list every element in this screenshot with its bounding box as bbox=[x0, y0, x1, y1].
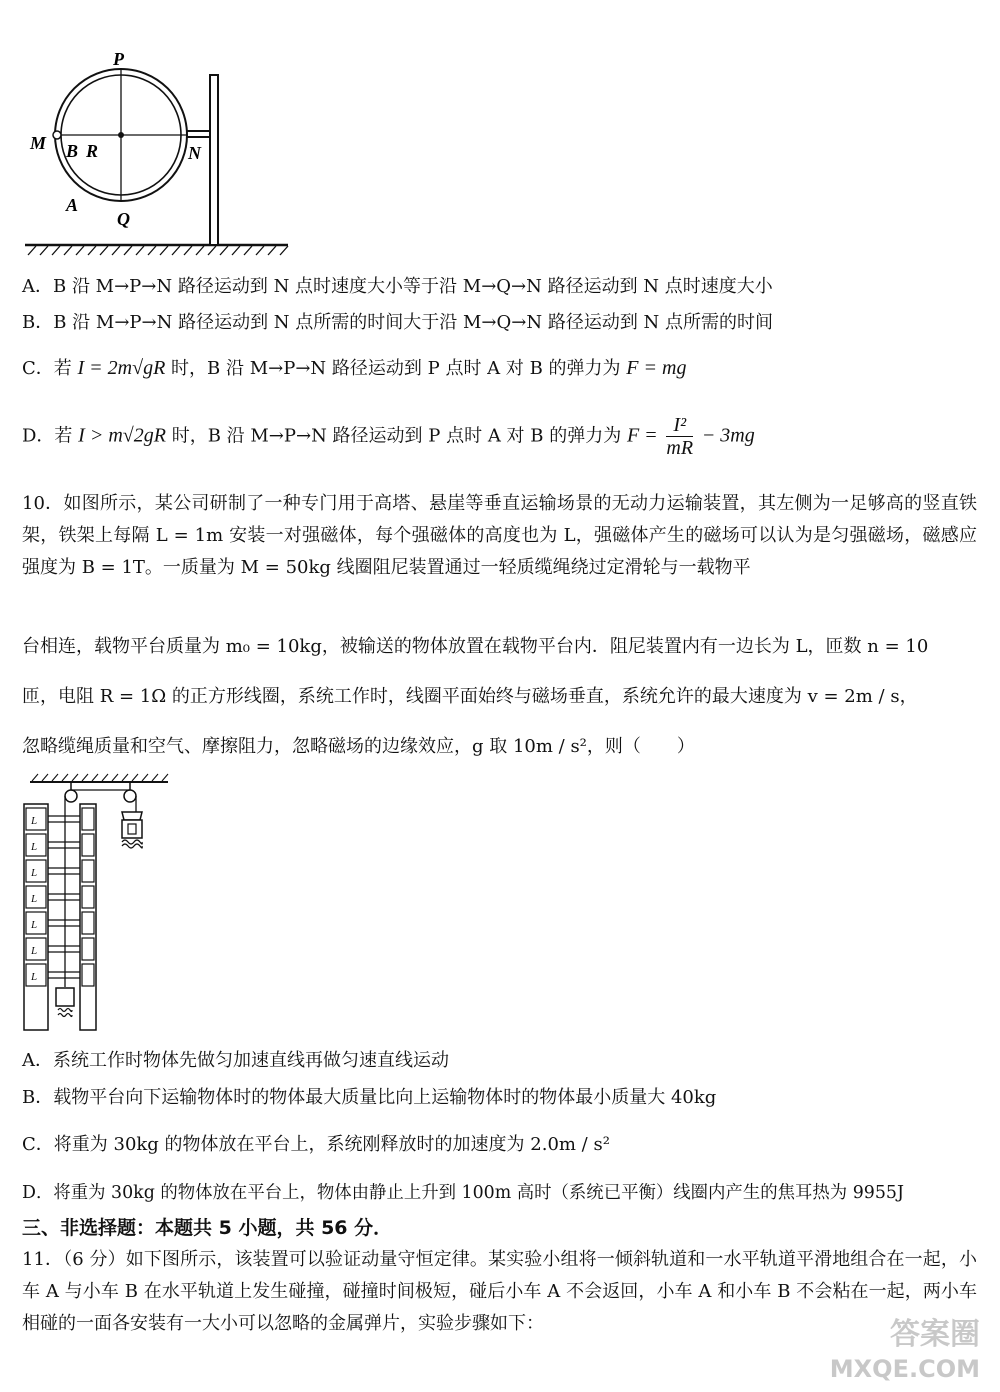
label-m: M bbox=[30, 133, 47, 153]
q10-stem-2: 台相连，载物平台质量为 m₀ = 10kg，被输送的物体放置在载物平台内．阻尼装置内有一边长为 L，匝数 n = 10 bbox=[22, 636, 929, 657]
q10-option-d: D．将重为 30kg 的物体放在平台上，物体由静止上升到 100m 高时（系统已平衡）线圈内产生的焦耳热为 9955J bbox=[22, 1183, 904, 1203]
rack-label: L bbox=[31, 841, 38, 853]
q9-option-d: D．若 I > m√2gR 时，B 沿 M→P→N 路径运动到 P 点时 A 对 B 的弹力为 F = $\frac{\text{I²}}{mR}$ − 3mg bbox=[22, 414, 755, 459]
q9-c-result: F = mg bbox=[626, 357, 687, 379]
q10-option-a: A．系统工作时物体先做匀加速直线再做匀速直线运动 bbox=[22, 1050, 449, 1071]
label-p: P bbox=[113, 49, 124, 69]
q10-option-b: B．载物平台向下运输物体时的物体最大质量比向上运输物体时的物体最小质量大 40kg bbox=[22, 1087, 717, 1108]
q9-d-fraction: $\frac{\text{I²}}{mR}$ bbox=[666, 414, 694, 459]
watermark-logo: 答案圈 MXQE.COM bbox=[829, 1317, 980, 1383]
label-r: R bbox=[86, 141, 99, 161]
q10-option-c: C．将重为 30kg 的物体放在平台上，系统刚释放时的加速度为 2.0m / s² bbox=[22, 1134, 610, 1155]
rack-label: L bbox=[31, 971, 38, 983]
section-heading: 三、非选择题：本题共 5 小题，共 56 分． bbox=[22, 1217, 393, 1239]
rack-label: L bbox=[31, 893, 38, 905]
label-q: Q bbox=[117, 209, 130, 229]
q10-stem-1: 10．如图所示，某公司研制了一种专门用于高塔、悬崖等垂直运输场景的无动力运输装置，其左侧为一足够高的竖直铁架，铁架上每隔 L = 1m 安装一对强磁体，每个强磁体的高度也为 L，强磁体产生的磁场可以认为是匀强磁场，磁感应强度为 B = 1T。一质量为 M = 50kg 线圈阻尼装置通过一轻质缆绳绕过定滑轮与一载物平 bbox=[22, 493, 977, 578]
rack-label: L bbox=[31, 945, 38, 957]
rack-label: L bbox=[31, 919, 38, 931]
label-b: B bbox=[66, 141, 79, 161]
rack-label: L bbox=[31, 815, 38, 827]
label-a: A bbox=[66, 195, 79, 215]
transport-device-figure bbox=[18, 772, 178, 1034]
q9-option-a: A．B 沿 M→P→N 路径运动到 N 点时速度大小等于沿 M→Q→N 路径运动到 N 点时速度大小 bbox=[22, 276, 773, 297]
q9-d-condition: I > m√2gR bbox=[78, 424, 166, 447]
q11-stem: 11．（6 分）如下图所示，该装置可以验证动量守恒定律。某实验小组将一倾斜轨道和一水平轨道平滑地组合在一起，小车 A 与小车 B 在水平轨道上发生碰撞，碰撞时间极短，碰后小车 A 不会返回，小车 A 和小车 B 不会粘在一起，两小车相碰的一面各安装有一大小可以忽略的金属弹片，实验步骤如下： bbox=[22, 1249, 977, 1334]
q9-option-b: B．B 沿 M→P→N 路径运动到 N 点所需的时间大于沿 M→Q→N 路径运动到 N 点所需的时间 bbox=[22, 312, 774, 333]
circle-track-figure bbox=[20, 45, 300, 260]
q9-option-c: C．若 I = 2m√gR 时，B 沿 M→P→N 路径运动到 P 点时 A 对 B 的弹力为 F = mg bbox=[22, 357, 687, 379]
q10-stem-3: 匝，电阻 R = 1Ω 的正方形线圈，系统工作时，线圈平面始终与磁场垂直，系统允许的最大速度为 v = 2m / s， bbox=[22, 686, 918, 707]
q10-stem-4: 忽略缆绳质量和空气、摩擦阻力，忽略磁场的边缘效应，g 取 10m / s²，则（ ） bbox=[22, 736, 695, 757]
rack-label: L bbox=[31, 867, 38, 879]
label-n: N bbox=[188, 143, 201, 163]
q9-c-condition: I = 2m√gR bbox=[77, 357, 166, 379]
